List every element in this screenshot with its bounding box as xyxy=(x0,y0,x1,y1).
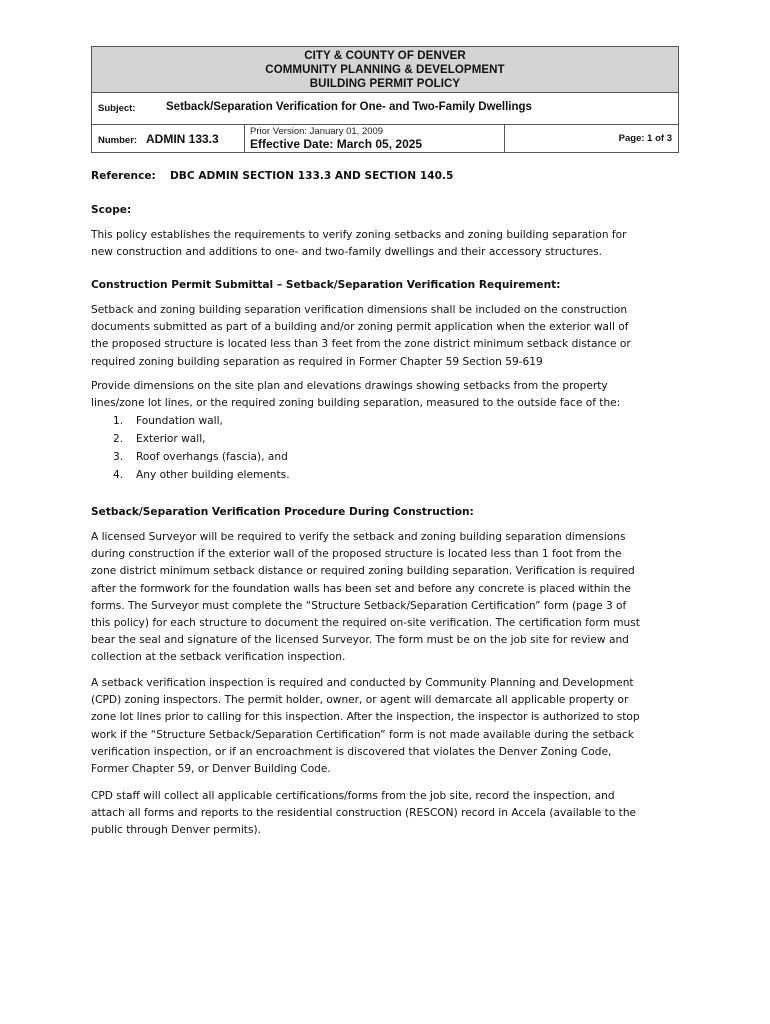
header-title-line-1: CITY & COUNTY OF DENVER xyxy=(304,49,466,62)
list-item-text: Roof overhangs (fascia), and xyxy=(136,451,288,463)
subject-row xyxy=(92,93,678,125)
text-line: Former Chapter 59, or Denver Building Code. xyxy=(91,763,331,776)
list-item-text: Exterior wall, xyxy=(136,433,206,445)
text-line: A licensed Surveyor will be required to verify the setback and zoning building separation dimensions xyxy=(91,531,626,543)
dimension-list xyxy=(91,412,290,484)
list-item xyxy=(91,412,290,430)
text-line: zone lot lines prior to calling for this inspection. After the inspection, the inspector is authorized to stop xyxy=(91,711,640,724)
version-cell xyxy=(245,125,505,152)
list-item-number: 3. xyxy=(113,451,124,463)
list-item-text: Any other building elements. xyxy=(136,469,290,481)
scope-heading: Scope: xyxy=(91,204,132,216)
header-title-line-2: COMMUNITY PLANNING & DEVELOPMENT xyxy=(265,63,505,76)
text-line: Provide dimensions on the site plan and elevations drawings showing setbacks from the property xyxy=(91,380,608,392)
text-line: public through Denver permits). xyxy=(91,824,261,837)
text-line: lines/zone lot lines, or the required zoning building separation, measured to the outside face of the: xyxy=(91,397,621,410)
header-title-block xyxy=(92,47,678,93)
procedure-paragraph-3 xyxy=(91,788,691,840)
list-item-number: 4. xyxy=(113,469,124,481)
page-number: Page: 1 of 3 xyxy=(618,133,672,144)
text-line: the proposed structure is located less than 3 feet from the zone district minimum setback distance or xyxy=(91,338,631,351)
text-line: A setback verification inspection is required and conducted by Community Planning and Development xyxy=(91,677,634,689)
text-line: zone district minimum setback distance or required zoning building separation. Verification is required xyxy=(91,565,635,578)
header-title-line-3: BUILDING PERMIT POLICY xyxy=(309,77,461,90)
text-line: collection at the setback verification inspection. xyxy=(91,651,346,664)
subject-label: Subject: xyxy=(98,103,136,114)
text-line: This policy establishes the requirements to verify zoning setbacks and zoning building separation for xyxy=(91,229,627,241)
procedure-heading: Setback/Separation Verification Procedure During Construction: xyxy=(91,506,474,518)
text-line: after the formwork for the foundation walls has been set and before any concrete is placed within the xyxy=(91,582,631,595)
number-value: ADMIN 133.3 xyxy=(146,132,219,146)
number-row xyxy=(92,125,678,152)
text-line: CPD staff will collect all applicable certifications/forms from the job site, record the inspection, and xyxy=(91,790,615,802)
number-cell xyxy=(92,125,245,152)
list-item-number: 1. xyxy=(113,415,124,427)
text-line: attach all forms and reports to the residential construction (RESCON) record in Accela (available to the xyxy=(91,807,637,820)
text-line: work if the “Structure Setback/Separation Certification” form is not made available during the setback xyxy=(91,728,634,741)
text-line: verification inspection, or if an encroachment is discovered that violates the Denver Zoning Code, xyxy=(91,745,612,758)
procedure-paragraph-1 xyxy=(91,529,691,667)
list-item xyxy=(91,448,290,466)
page-cell xyxy=(505,125,678,152)
text-line: bear the seal and signature of the licensed Surveyor. The form must be on the job site for review and xyxy=(91,634,629,647)
list-item xyxy=(91,430,290,448)
text-line: new construction and additions to one- and two-family dwellings and their accessory structures. xyxy=(91,246,603,259)
effective-date: Effective Date: March 05, 2025 xyxy=(250,137,423,151)
submittal-paragraph-2 xyxy=(91,378,691,412)
subject-value: Setback/Separation Verification for One- and Two-Family Dwellings xyxy=(166,101,532,113)
text-line: this policy) for each structure to document the required on-site verification. The certification form must xyxy=(91,617,640,630)
text-line: documents submitted as part of a building and/or zoning permit application when the exterior wall of xyxy=(91,321,629,334)
list-item xyxy=(91,466,290,484)
reference-label: Reference: xyxy=(91,170,156,182)
number-label: Number: xyxy=(98,135,138,146)
submittal-paragraph-1 xyxy=(91,302,691,371)
text-line: forms. The Surveyor must complete the “Structure Setback/Separation Certification” form (page 3 of xyxy=(91,599,627,612)
list-item-text: Foundation wall, xyxy=(136,415,223,427)
submittal-heading: Construction Permit Submittal – Setback/Separation Verification Requirement: xyxy=(91,279,561,291)
text-line: required zoning building separation as required in Former Chapter 59 Section 59-619 xyxy=(91,355,543,368)
prior-version: Prior Version: January 01, 2009 xyxy=(250,126,384,137)
text-line: during construction if the exterior wall of the proposed structure is located less than 1 foot from the xyxy=(91,548,622,561)
text-line: (CPD) zoning inspectors. The permit holder, owner, or agent will demarcate all applicable property or xyxy=(91,694,629,707)
policy-header xyxy=(91,46,679,153)
list-item-number: 2. xyxy=(113,433,124,445)
reference-value: DBC ADMIN SECTION 133.3 AND SECTION 140.5 xyxy=(170,170,454,182)
procedure-paragraph-2 xyxy=(91,675,691,778)
text-line: Setback and zoning building separation verification dimensions shall be included on the construction xyxy=(91,304,628,316)
scope-paragraph xyxy=(91,227,691,261)
